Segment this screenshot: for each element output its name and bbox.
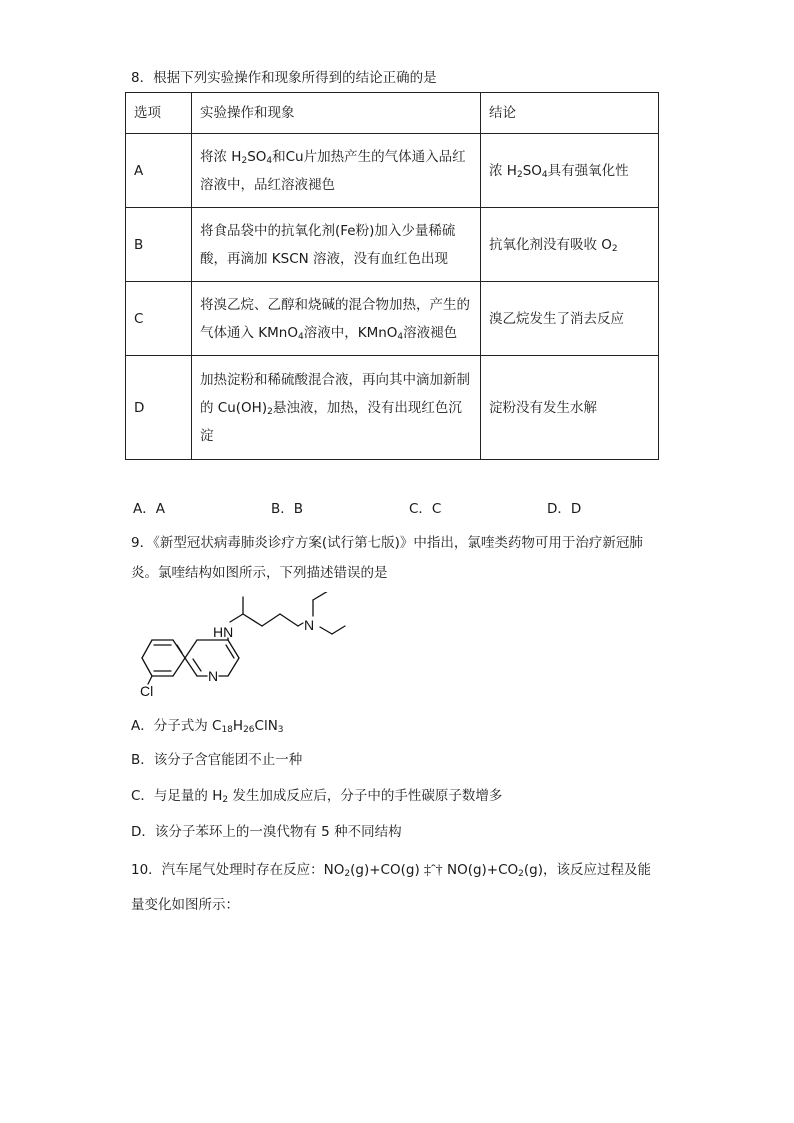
header-conclusion: 结论	[481, 93, 659, 134]
row-option: D	[126, 356, 192, 460]
header-operation: 实验操作和现象	[192, 93, 481, 134]
row-operation: 将溴乙烷、乙醇和烧碱的混合物加热，产生的 气体通入 KMnO$_4$溶液中，KMnO$_4$溶液褪色	[192, 282, 481, 356]
equilibrium-arrow-icon: ‡ˆ†	[424, 863, 443, 878]
question-9-choice-b[interactable]: B．该分子含官能团不止一种	[131, 752, 303, 768]
chloroquine-structure	[140, 592, 360, 704]
table-row-d	[126, 356, 659, 460]
hn-label: HN	[213, 624, 234, 640]
question-9-choice-c[interactable]: C．与足量的 $H_2$ 发生加成反应后，分子中的手性碳原子数增多	[131, 788, 503, 805]
row-conclusion: 浓 $H_2SO_4$具有强氧化性	[481, 134, 659, 208]
table-row-b	[126, 208, 659, 282]
header-option: 选项	[126, 93, 192, 134]
choice-a[interactable]: A．A	[133, 501, 165, 517]
row-option: C	[126, 282, 192, 356]
table-header-row	[126, 93, 659, 134]
row-operation: 加热淀粉和稀硫酸混合液，再向其中滴加新制 的 $Cu(OH)_2$悬浊液，加热，没有出现红色沉 淀	[192, 356, 481, 460]
choice-c[interactable]: C．C	[409, 501, 442, 517]
row-conclusion: 抗氧化剂没有吸收 $O_2$	[481, 208, 659, 282]
ring-n-label: N	[208, 668, 219, 684]
amine-n-label: N	[304, 617, 315, 633]
question-8-stem: 8．根据下列实验操作和现象所得到的结论正确的是	[131, 70, 437, 86]
row-operation: 将浓 $H_2SO_4$和Cu片加热产生的气体通入品红 溶液中，品红溶液褪色	[192, 134, 481, 208]
question-10-stem: 10．汽车尾气处理时存在反应：$NO_2(g)+CO(g)$ ‡ˆ† $NO(g)+CO_2(g)$，该反应过程及能 量变化如图所示：	[131, 862, 652, 913]
row-option: A	[126, 134, 192, 208]
chlorine-label: Cl	[140, 683, 154, 699]
choice-d[interactable]: D．D	[547, 501, 582, 517]
row-conclusion: 淀粉没有发生水解	[481, 356, 659, 460]
question-9-stem: 9．《新型冠状病毒肺炎诊疗方案(试行第七版)》中指出，氯喹类药物可用于治疗新冠肺 炎。氯喹结构如图所示，下列描述错误的是	[131, 535, 643, 581]
row-operation: 将食品袋中的抗氧化剂(Fe粉)加入少量稀硫 酸，再滴加 KSCN 溶液，没有血红色出现	[192, 208, 481, 282]
question-9-choice-d[interactable]: D．该分子苯环上的一溴代物有 5 种不同结构	[131, 824, 402, 840]
choice-b[interactable]: B．B	[271, 501, 304, 517]
table-row-a	[126, 134, 659, 208]
experiment-table	[125, 92, 659, 460]
question-9-choice-a[interactable]: A．分子式为 $C_{18}H_{26}ClN_3$	[131, 718, 284, 735]
row-option: B	[126, 208, 192, 282]
table-row-c	[126, 282, 659, 356]
row-conclusion: 溴乙烷发生了消去反应	[481, 282, 659, 356]
